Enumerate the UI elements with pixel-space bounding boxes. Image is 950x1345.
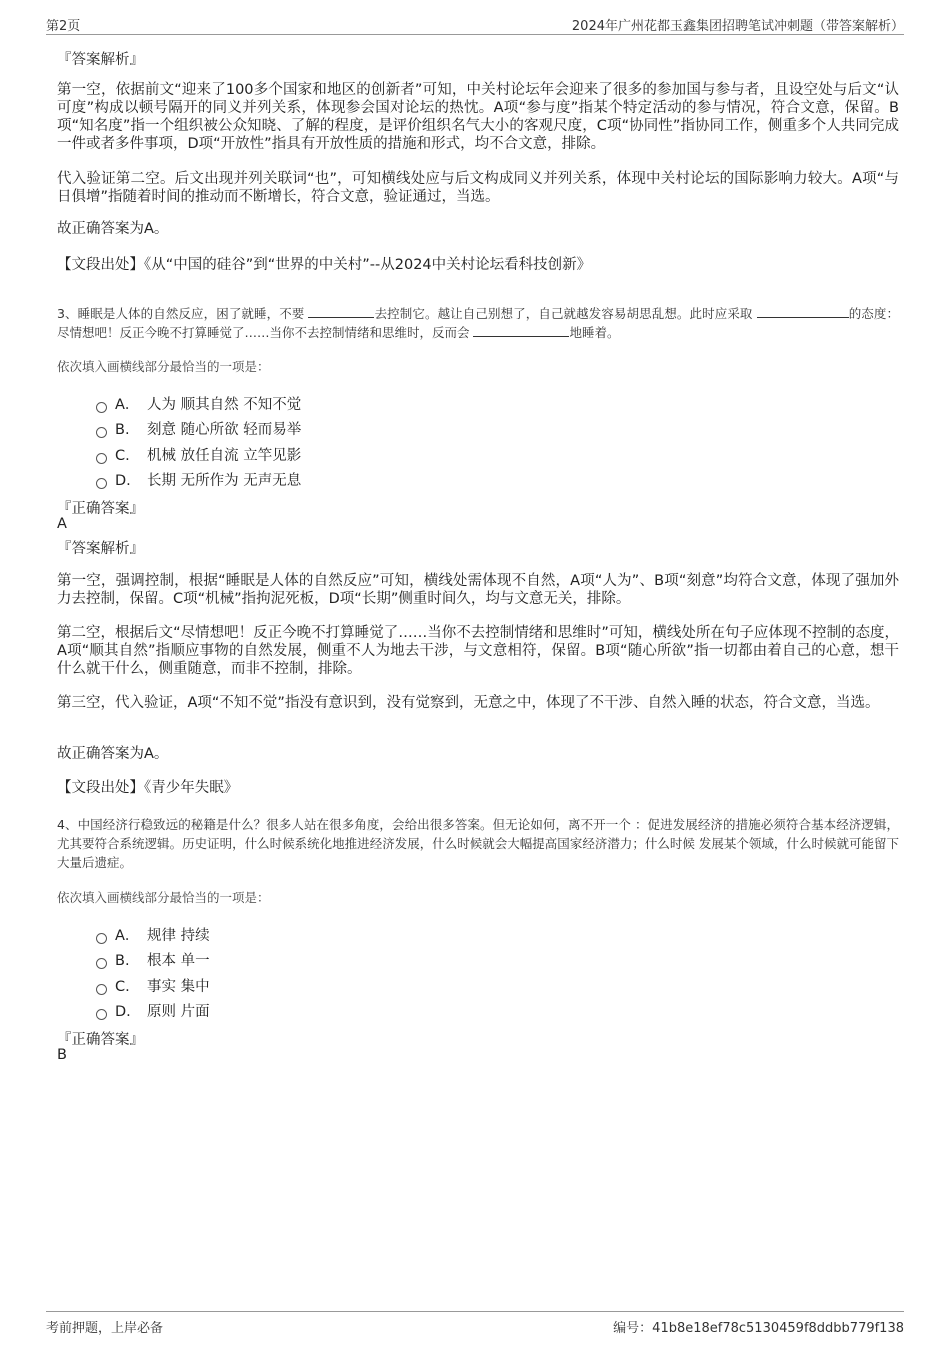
q4-option-c[interactable]: C. 事实 集中 [96,975,210,996]
correct-answer-label: 『正确答案』 [57,1032,144,1048]
q4-option-b[interactable]: B. 根本 单一 [96,949,210,970]
page-header [46,12,904,35]
source-citation: 【文段出处】《从“中国的硅谷”到“世界的中关村”--从2024中关村论坛看科技创新》 [57,257,592,273]
radio-icon[interactable] [96,453,107,464]
radio-icon[interactable] [96,402,107,413]
q3-option-b[interactable]: B. 刻意 随心所欲 轻而易举 [96,418,301,439]
q4-option-a[interactable]: A． 规律 持续 [96,924,210,945]
analysis-label: 『答案解析』 [57,541,144,557]
analysis-label: 『答案解析』 [57,52,144,68]
radio-icon[interactable] [96,958,107,969]
blank-3 [473,324,569,337]
page-footer [46,1311,904,1336]
radio-icon[interactable] [96,933,107,944]
page-number: 第2页 [46,19,81,34]
answer-conclusion: 故正确答案为A。 [57,221,169,237]
footer-slogan: 考前押题，上岸必备 [46,1321,164,1336]
blank-1 [308,305,374,318]
q3-option-c[interactable]: C. 机械 放任自流 立竿见影 [96,444,301,465]
radio-icon[interactable] [96,1009,107,1020]
q4-option-d[interactable]: D. 原则 片面 [96,1000,210,1021]
analysis-paragraph-1: 第一空，依据前文“迎来了100多个国家和地区的创新者”可知，中关村论坛年会迎来了很多的参加国与参与者，且设空处与后文“认可度”构成以顿号隔开的同义并列关系，体现参会国对论坛的热忱。A项“参与度”指某个特定活动的参与情况，符合文意，保留。B项“知名度”指一个组织被公众知晓、了解的程度，是评价组织名气大小的客观尺度，C项“协同性”指协同工作，侧重多个人共同完成一件或者多件事项，D项“开放性”指具有开放性质的措施和形式，均不合文意，排除。 [57,82,899,152]
q3-option-d[interactable]: D. 长期 无所作为 无声无息 [96,469,301,490]
question-4-prompt: 依次填入画横线部分最恰当的一项是： [57,890,270,905]
analysis-paragraph-3: 第三空，代入验证，A项“不知不觉”指没有意识到，没有觉察到，无意之中，体现了不干涉、自然入睡的状态，符合文意，当选。 [57,695,880,711]
correct-answer-value: B [57,1047,67,1063]
radio-icon[interactable] [96,478,107,489]
document-code: 编号：41b8e18ef78c5130459f8ddbb779f138 [613,1321,904,1336]
analysis-paragraph-1: 第一空，强调控制，根据“睡眠是人体的自然反应”可知，横线处需体现不自然，A项“人为”、B项“刻意”均符合文意，体现了强加外力去控制，保留。C项“机械”指拘泥死板，D项“长期”侧重时间久，均与文意无关，排除。 [57,573,899,607]
q3-option-a[interactable]: A． 人为 顺其自然 不知不觉 [96,393,301,414]
question-4-text: 4、中国经济行稳致远的秘籍是什么？很多人站在很多角度，会给出很多答案。但无论如何，离不开一个 ：促进发展经济的措施必须符合基本经济逻辑，尤其要符合系统逻辑。历史证明，什么时候系统化地推进经济发展，什么时候就会大幅提高国家经济潜力；什么时候 发展某个领域，什么时候就可能留下大量后遗症。 [57,817,899,870]
source-citation: 【文段出处】《青少年失眠》 [57,780,239,796]
analysis-paragraph-2: 代入验证第二空。后文出现并列关联词“也”，可知横线处应与后文构成同义并列关系，体现中关村论坛的国际影响力较大。A项“与日俱增”指随着时间的推动而不断增长，符合文意，验证通过，当选。 [57,171,899,205]
radio-icon[interactable] [96,984,107,995]
document-title: 2024年广州花都玉鑫集团招聘笔试冲刺题（带答案解析） [571,19,904,34]
analysis-paragraph-2: 第二空，根据后文“尽情想吧！反正今晚不打算睡觉了……当你不去控制情绪和思维时”可知，横线处所在句子应体现不控制的态度，A项“顺其自然”指顺应事物的自然发展，侧重不人为地去干涉，与文意相符，保留。B项“随心所欲”指一切都由着自己的心意，想干什么就干什么，侧重随意，而非不控制，排除。 [57,625,899,677]
correct-answer-value: A [57,516,67,532]
blank-2 [757,305,849,318]
question-3-text: 3、睡眠是人体的自然反应，困了就睡，不要 去控制它。越让自己别想了，自己就越发容易胡思乱想。此时应采取 的态度：尽情想吧！反正今晚不打算睡觉了……当你不去控制情绪和思维时，反而会 地睡着。 [57,306,899,340]
question-3-prompt: 依次填入画横线部分最恰当的一项是： [57,359,270,374]
answer-conclusion: 故正确答案为A。 [57,746,169,762]
correct-answer-label: 『正确答案』 [57,501,144,517]
radio-icon[interactable] [96,427,107,438]
